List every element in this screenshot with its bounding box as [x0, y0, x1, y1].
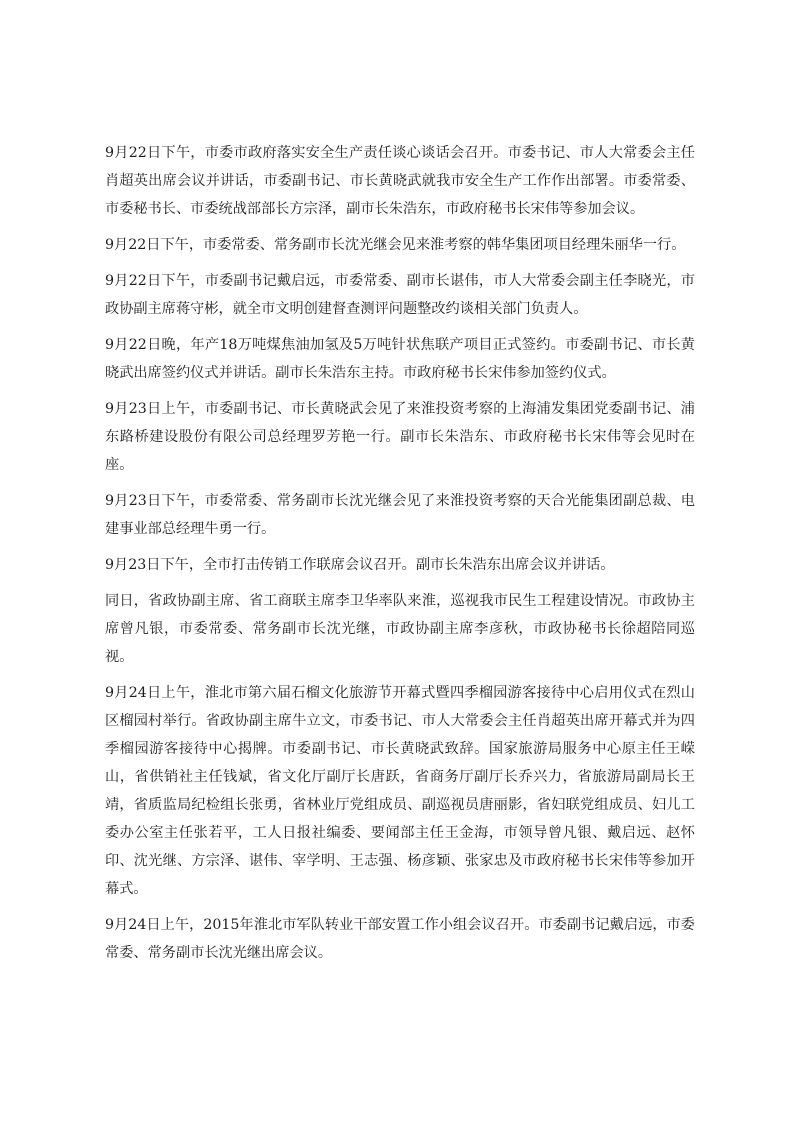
paragraph-8: 同日，省政协副主席、省工商联主席李卫华率队来淮，巡视我市民生工程建设情况。市政协主席曾凡银，市委常委、常务副市长沈光继，市政协副主席李彦秋，市政协秘书长徐超陪同巡视。: [105, 593, 695, 665]
paragraph-4: 9月22日晚，年产18万吨煤焦油加氢及5万吨针状焦联产项目正式签约。市委副书记、市长黄晓武出席签约仪式并讲话。副市长朱浩东主持。市政府秘书长宋伟参加签约仪式。: [105, 337, 695, 381]
paragraph-5: 9月23日上午，市委副书记、市长黄晓武会见了来淮投资考察的上海浦发集团党委副书记、浦东路桥建设股份有限公司总经理罗芳艳一行。副市长朱浩东、市政府秘书长宋伟等会见时在座。: [105, 401, 695, 473]
paragraph-1: 9月22日下午，市委市政府落实安全生产责任谈心谈话会召开。市委书记、市人大常委会主任肖超英出席会议并讲话，市委副书记、市长黄晓武就我市安全生产工作作出部署。市委常委、市委秘书长、市委统战部部长方宗泽，副市长朱浩东，市政府秘书长宋伟等参加会议。: [105, 145, 695, 217]
paragraph-10: 9月24日上午，2015年淮北市军队转业干部安置工作小组会议召开。市委副书记戴启远，市委常委、常务副市长沈光继出席会议。: [105, 917, 695, 961]
document-body: [105, 139, 695, 975]
paragraph-2: 9月22日下午，市委常委、常务副市长沈光继会见来淮考察的韩华集团项目经理朱丽华一行。: [105, 237, 686, 253]
paragraph-7: 9月23日下午，全市打击传销工作联席会议召开。副市长朱浩东出席会议并讲话。: [105, 557, 615, 573]
paragraph-3: 9月22日下午，市委副书记戴启远，市委常委、副市长谌伟，市人大常委会副主任李晓光，市政协副主席蒋守彬，就全市文明创建督查测评问题整改约谈相关部门负责人。: [105, 273, 695, 317]
paragraph-6: 9月23日下午，市委常委、常务副市长沈光继会见了来淮投资考察的天合光能集团副总裁、电建事业部总经理牛勇一行。: [105, 493, 695, 537]
paragraph-9: 9月24日上午，淮北市第六届石榴文化旅游节开幕式暨四季榴园游客接待中心启用仪式在烈山区榴园村举行。省政协副主席牛立文，市委书记、市人大常委会主任肖超英出席开幕式并为四季榴园游客接待中心揭牌。市委副书记、市长黄晓武致辞。国家旅游局服务中心原主任王嵘山，省供销社主任钱斌，省文化厅副厅长唐跃，省商务厅副厅长乔兴力，省旅游局副局长王靖，省质监局纪检组长张勇，省林业厅党组成员、副巡视员唐丽影，省妇联党组成员、妇儿工委办公室主任张若平，工人日报社编委、要闻部主任王金海，市领导曾凡银、戴启远、赵怀印、沈光继、方宗泽、谌伟、宰学明、王志强、杨彦颖、张家忠及市政府秘书长宋伟等参加开幕式。: [105, 685, 695, 897]
